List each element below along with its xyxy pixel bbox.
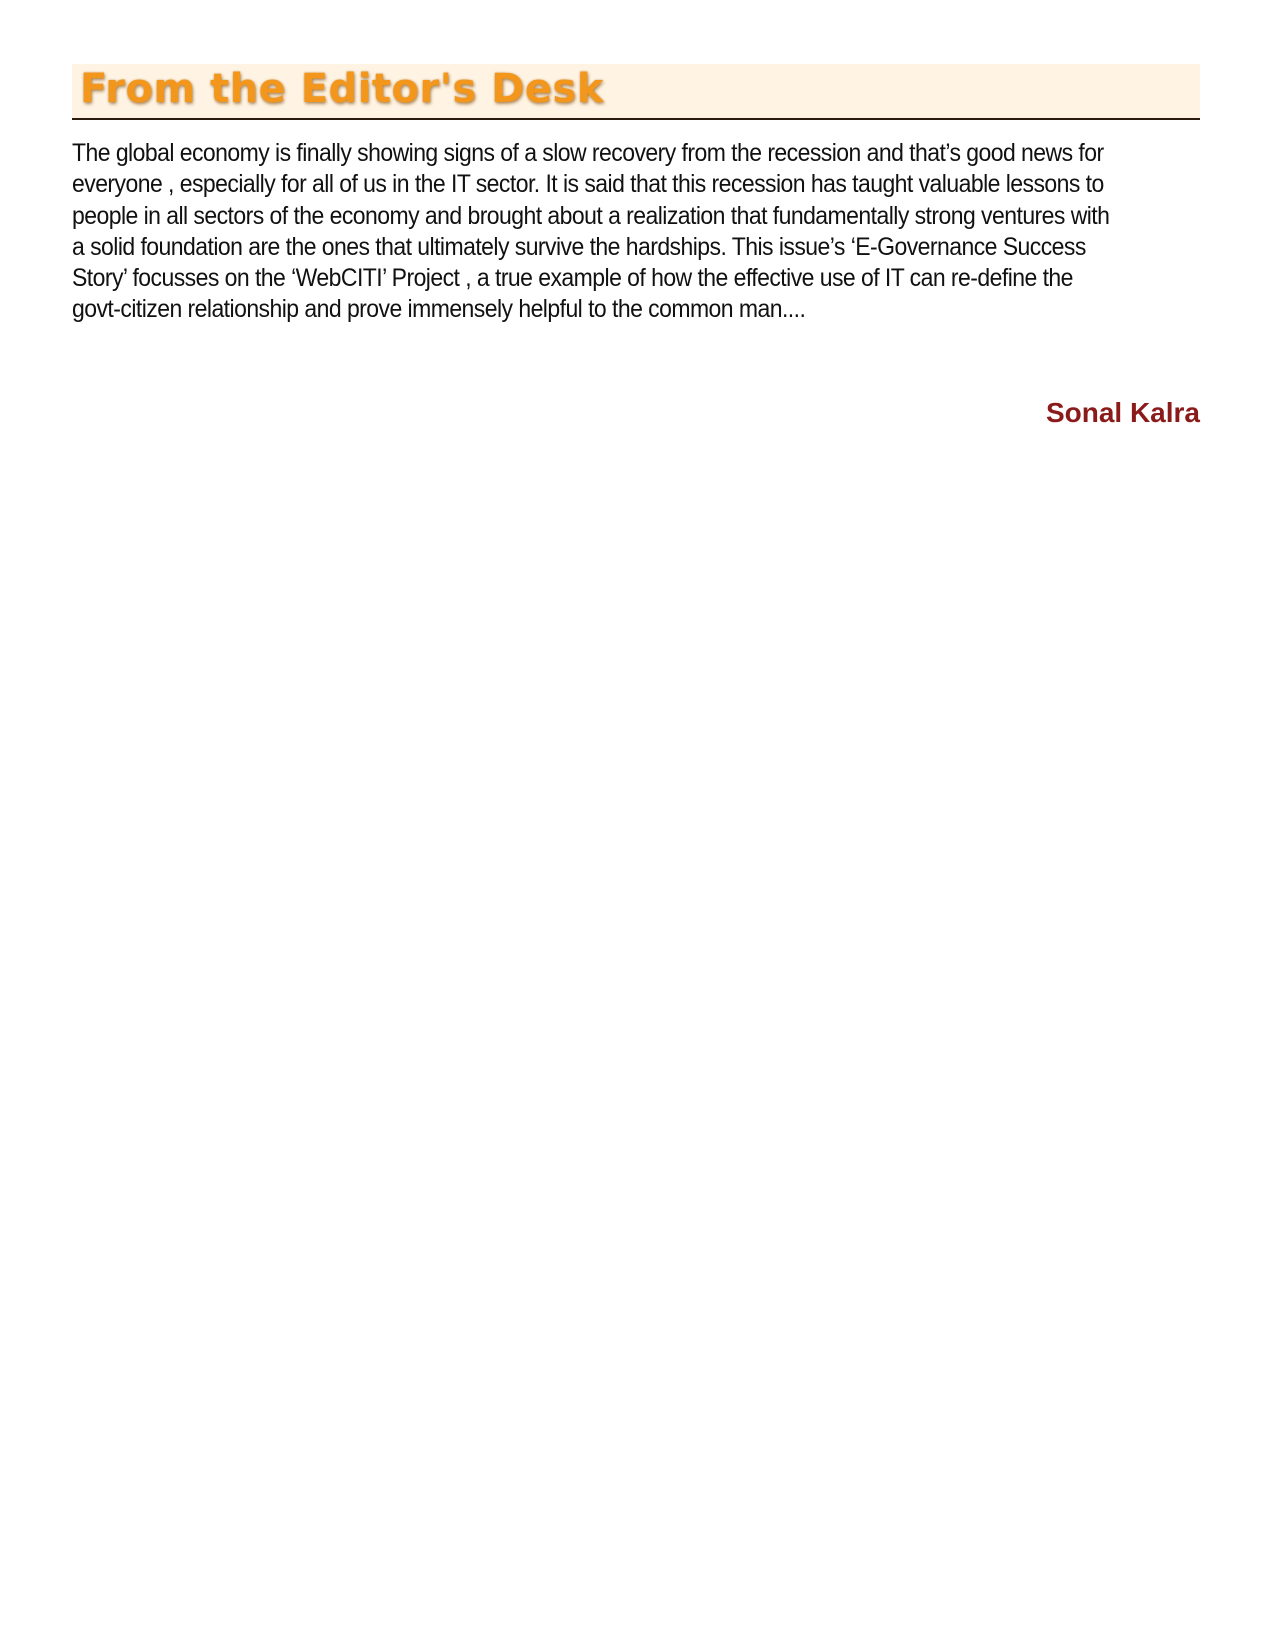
editor-header-band [72, 64, 1200, 120]
author-signature: Sonal Kalra [1045, 397, 1200, 428]
page-title: From the Editor's Desk [80, 66, 604, 112]
editorial-body-text: The global economy is finally showing signs of a slow recovery from the recession and that’s good news for everyone , especially for all of us in the IT sector. It is said that this recession has taught valuable lessons to people in all sectors of the economy and brought about a realization that fundamentally strong ventures with a solid foundation are the ones that ultimately survive the hardships. This issue’s ‘E-Governance Success Story’ focusses on the ‘WebCITI’ Project , a true example of how the effective use of IT can re-define the govt-citizen relationship and prove immensely helpful to the common man.... [72, 139, 1110, 324]
